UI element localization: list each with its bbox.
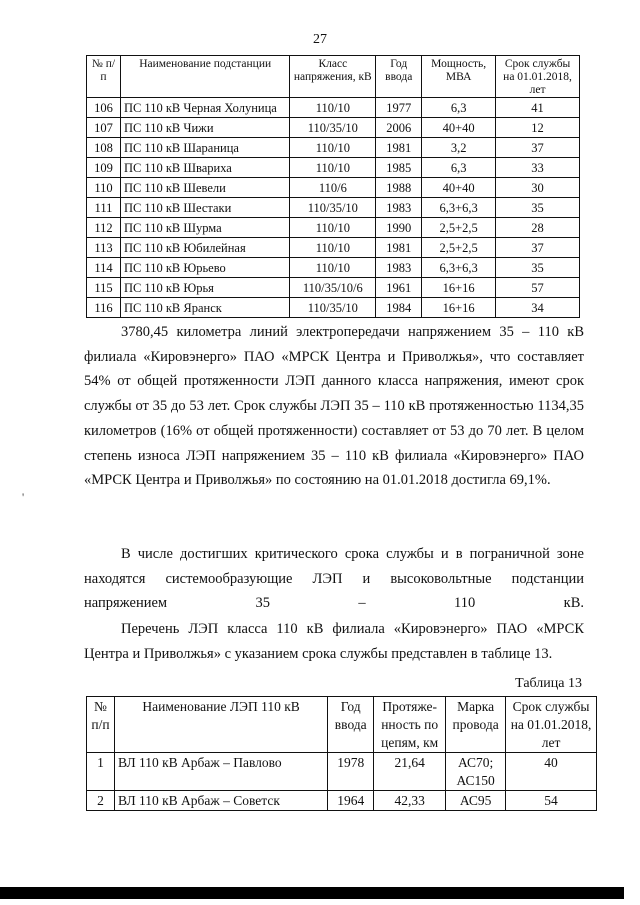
table-cell: 40 [506, 753, 597, 791]
col-header-service-life: Срок службы на 01.01.2018, лет [496, 56, 580, 98]
table-cell: 6,3 [422, 98, 496, 118]
table-cell: 110/10 [290, 158, 376, 178]
table-cell: 37 [496, 238, 580, 258]
table-cell: 1977 [376, 98, 422, 118]
table-cell: 108 [87, 138, 121, 158]
table-row [87, 298, 580, 318]
table-cell: 33 [496, 158, 580, 178]
col-header-substation-name: Наименование подстанции [120, 56, 289, 98]
table-cell: 110/35/10 [290, 198, 376, 218]
table-row [87, 198, 580, 218]
substations-table [86, 55, 580, 318]
table-cell: 1961 [376, 278, 422, 298]
table-row [87, 158, 580, 178]
table-cell: 1981 [376, 138, 422, 158]
table-cell: 1988 [376, 178, 422, 198]
table-cell: 2 [87, 791, 115, 811]
table-row [87, 218, 580, 238]
table-cell: 116 [87, 298, 121, 318]
table-cell: 1 [87, 753, 115, 791]
table-cell: 57 [496, 278, 580, 298]
table-cell: 21,64 [374, 753, 446, 791]
table-cell-name: ПС 110 кВ Швариха [120, 158, 289, 178]
table-cell: 40+40 [422, 178, 496, 198]
table-cell: 12 [496, 118, 580, 138]
paragraph-line-wear: 3780,45 километра линий электропередачи напряжением 35 – 110 кВ филиала «Кировэнерго» ПАО «МРСК Центра и Приволжья», что составляет 54% от общей протяженности ЛЭП данного класса напряжения, имеют срок службы от 35 до 53 лет. Срок службы ЛЭП 35 – 110 кВ протяженностью 1134,35 километров (16% от общей протяженности) составляет от 53 до 70 лет. В целом степень износа ЛЭП напряжением 35 – 110 кВ филиала «Кировэнерго» ПАО «МРСК Центра и Приволжья» по состоянию на 01.01.2018 достигла 69,1%. [84, 324, 584, 489]
col-header-voltage-class: Класс напряжения, кВ [290, 56, 376, 98]
table-cell: 41 [496, 98, 580, 118]
table-cell: 111 [87, 198, 121, 218]
table-caption: Таблица 13 [515, 676, 582, 691]
table-cell: 40+40 [422, 118, 496, 138]
table-cell: 106 [87, 98, 121, 118]
col-header-number: № п/п [87, 56, 121, 98]
table-header-row [87, 56, 580, 98]
table-cell: 1983 [376, 198, 422, 218]
table-row [87, 753, 597, 791]
col-header-number: № п/п [87, 697, 115, 753]
col-header-service-life: Срок службы на 01.01.2018, лет [506, 697, 597, 753]
col-header-wire-brand: Марка провода [446, 697, 506, 753]
table-cell-name: ПС 110 кВ Шевели [120, 178, 289, 198]
table-cell: 110/6 [290, 178, 376, 198]
table-cell: 109 [87, 158, 121, 178]
table-header-row [87, 697, 597, 753]
power-lines-table [86, 696, 597, 811]
table-cell: 2,5+2,5 [422, 218, 496, 238]
table-cell: 1964 [328, 791, 374, 811]
margin-mark: ' [22, 490, 25, 504]
table-cell: 6,3+6,3 [422, 258, 496, 278]
power-lines-table-body [87, 753, 597, 811]
table-cell-name: ВЛ 110 кВ Арбаж – Павлово [114, 753, 327, 791]
paragraph-critical-lines-end: напряжением 35 – 110 кВ. [84, 595, 584, 612]
table-cell: 34 [496, 298, 580, 318]
table-cell: 1990 [376, 218, 422, 238]
table-cell: 35 [496, 258, 580, 278]
table-cell: 35 [496, 198, 580, 218]
col-header-commission-year: Год ввода [328, 697, 374, 753]
table-cell: 37 [496, 138, 580, 158]
table-cell-name: ПС 110 кВ Черная Холуница [120, 98, 289, 118]
table-cell-name: ВЛ 110 кВ Арбаж – Советск [114, 791, 327, 811]
table-cell: АС95 [446, 791, 506, 811]
table-cell: 1984 [376, 298, 422, 318]
table-cell: 16+16 [422, 278, 496, 298]
table-cell-name: ПС 110 кВ Шестаки [120, 198, 289, 218]
table-cell: 1985 [376, 158, 422, 178]
table-cell: 114 [87, 258, 121, 278]
table-row [87, 178, 580, 198]
page-number: 27 [313, 32, 327, 47]
table-row [87, 791, 597, 811]
table-cell: 2,5+2,5 [422, 238, 496, 258]
table-cell-name: ПС 110 кВ Юбилейная [120, 238, 289, 258]
table-cell: 112 [87, 218, 121, 238]
table-cell: 113 [87, 238, 121, 258]
table-cell: 28 [496, 218, 580, 238]
col-header-commission-year: Год ввода [376, 56, 422, 98]
table-cell: 1978 [328, 753, 374, 791]
table-cell: 115 [87, 278, 121, 298]
table-cell: АС70; АС150 [446, 753, 506, 791]
paragraph-critical-lines-text: В числе достигших критического срока службы и в пограничной зоне находятся системообразующие ЛЭП и высоковольтные подстанции [84, 546, 584, 587]
table-cell: 110/35/10 [290, 118, 376, 138]
table-cell: 2006 [376, 118, 422, 138]
table-row [87, 238, 580, 258]
table-cell: 1983 [376, 258, 422, 278]
col-header-line-name: Наименование ЛЭП 110 кВ [114, 697, 327, 753]
table-cell: 110/10 [290, 258, 376, 278]
table-cell-name: ПС 110 кВ Юрьево [120, 258, 289, 278]
table-cell-name: ПС 110 кВ Чижи [120, 118, 289, 138]
table-row [87, 138, 580, 158]
table-row [87, 118, 580, 138]
table-row [87, 98, 580, 118]
table-cell: 110 [87, 178, 121, 198]
table-cell: 6,3+6,3 [422, 198, 496, 218]
table-cell: 110/10 [290, 218, 376, 238]
table-cell: 110/10 [290, 98, 376, 118]
table-cell-name: ПС 110 кВ Шурма [120, 218, 289, 238]
table-cell: 110/35/10 [290, 298, 376, 318]
col-header-capacity: Мощность, МВА [422, 56, 496, 98]
table-row [87, 278, 580, 298]
table-cell: 3,2 [422, 138, 496, 158]
table-cell: 110/10 [290, 238, 376, 258]
table-cell: 107 [87, 118, 121, 138]
table-cell-name: ПС 110 кВ Яранск [120, 298, 289, 318]
table-cell: 1981 [376, 238, 422, 258]
table-cell: 6,3 [422, 158, 496, 178]
table-cell: 30 [496, 178, 580, 198]
table-cell: 42,33 [374, 791, 446, 811]
table-cell-name: ПС 110 кВ Шараница [120, 138, 289, 158]
paragraph-critical-lines [84, 542, 584, 616]
page-bottom-bar [0, 887, 624, 899]
table-row [87, 258, 580, 278]
table-cell-name: ПС 110 кВ Юрья [120, 278, 289, 298]
paragraph-list-intro: Перечень ЛЭП класса 110 кВ филиала «Кировэнерго» ПАО «МРСК Центра и Приволжья» с указанием срока службы представлен в таблице 13. [84, 621, 584, 662]
col-header-length: Протяже- нность по цепям, км [374, 697, 446, 753]
table-cell: 16+16 [422, 298, 496, 318]
substations-table-body [87, 98, 580, 318]
table-cell: 110/10 [290, 138, 376, 158]
table-cell: 54 [506, 791, 597, 811]
table-cell: 110/35/10/6 [290, 278, 376, 298]
